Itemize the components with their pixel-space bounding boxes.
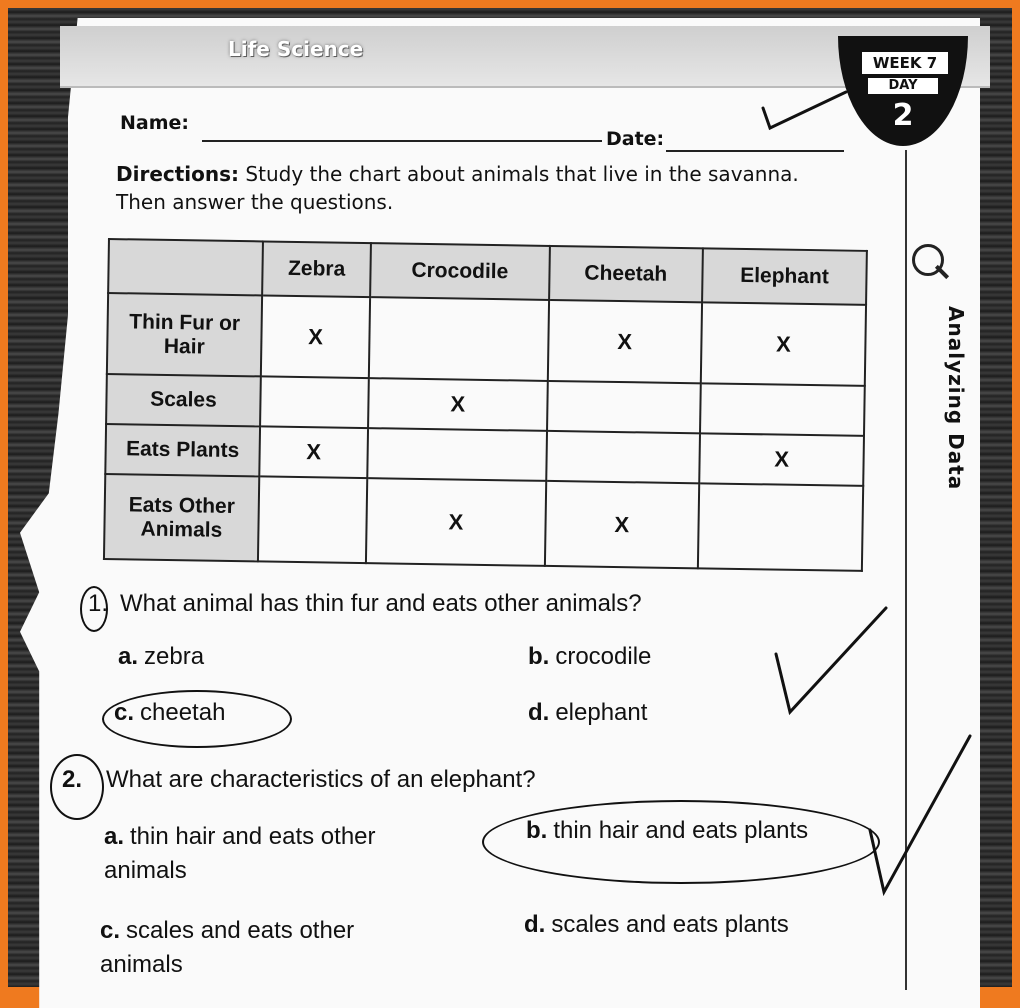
question-2-number: 2.	[62, 766, 83, 793]
col-cheetah: Cheetah	[549, 246, 703, 303]
date-field[interactable]	[666, 150, 844, 152]
section-title: Life Science	[228, 37, 364, 61]
q1-option-d[interactable]	[528, 696, 647, 730]
table-row	[107, 293, 866, 385]
table-cell	[258, 477, 368, 563]
option-letter: c.	[100, 917, 121, 944]
option-text: thin hair and eats other animals	[104, 823, 376, 884]
option-text: scales and eats plants	[551, 911, 789, 938]
table-cell: X	[701, 303, 866, 386]
option-letter: d.	[528, 699, 550, 726]
q1-number-circle	[80, 586, 108, 632]
q2-option-c[interactable]	[100, 914, 420, 982]
option-letter: a.	[104, 823, 125, 850]
table-cell: X	[366, 479, 546, 566]
table-cell	[369, 297, 549, 380]
question-2-text: What are characteristics of an elephant?	[106, 766, 536, 793]
side-label: Analyzing Data	[944, 306, 968, 491]
date-label: Date:	[606, 128, 665, 150]
table-cell: X	[259, 427, 368, 479]
table-cell: X	[368, 378, 547, 431]
option-letter: d.	[524, 911, 546, 938]
q1-answer-circle	[102, 690, 292, 748]
side-divider	[905, 150, 907, 990]
q2-option-a[interactable]	[104, 820, 464, 888]
day-label: DAY	[868, 78, 938, 94]
row-label: Eats Plants	[105, 424, 260, 477]
day-number: 2	[892, 98, 914, 133]
option-text: crocodile	[555, 643, 652, 670]
table-cell	[547, 381, 701, 434]
option-text: cheetah	[140, 699, 226, 726]
question-1-text: What animal has thin fur and eats other animals?	[120, 590, 642, 617]
col-crocodile: Crocodile	[370, 243, 549, 300]
table-cell	[698, 484, 863, 571]
q1-option-b[interactable]	[528, 640, 651, 674]
option-text: thin hair and eats plants	[553, 817, 809, 844]
directions-lead: Directions:	[116, 162, 240, 186]
q1-option-a[interactable]	[118, 640, 204, 674]
col-elephant: Elephant	[702, 248, 867, 305]
name-field[interactable]	[202, 140, 602, 142]
animal-chart	[103, 238, 868, 572]
q2-number-circle	[50, 754, 104, 820]
option-letter: b.	[526, 817, 548, 844]
q2-answer-circle	[482, 800, 880, 884]
option-letter: a.	[118, 643, 139, 670]
option-letter: c.	[114, 699, 135, 726]
table-cell: X	[544, 481, 699, 568]
question-1-number: 1.	[88, 590, 109, 617]
option-text: scales and eats other animals	[100, 917, 355, 978]
option-letter: b.	[528, 643, 550, 670]
table-cell: X	[261, 296, 370, 378]
option-text: zebra	[144, 643, 205, 670]
row-label: Thin Fur or Hair	[107, 293, 262, 376]
row-label: Eats Other Animals	[104, 474, 259, 561]
directions	[116, 160, 836, 216]
week-label: WEEK 7	[862, 52, 948, 74]
table-cell	[700, 383, 865, 436]
table-cell	[367, 428, 546, 481]
chart-corner	[108, 239, 263, 296]
table-cell: X	[547, 300, 702, 383]
table-cell: X	[699, 433, 864, 486]
table-cell	[546, 431, 700, 484]
option-text: elephant	[555, 699, 648, 726]
directions-text: Study the chart about animals that live in the savanna. Then answer the questions.	[116, 162, 799, 214]
row-label: Scales	[106, 374, 261, 427]
table-cell	[260, 376, 369, 428]
table-row	[104, 474, 863, 570]
name-label: Name:	[120, 112, 190, 134]
q2-option-d[interactable]	[524, 908, 789, 942]
col-zebra: Zebra	[262, 241, 371, 297]
